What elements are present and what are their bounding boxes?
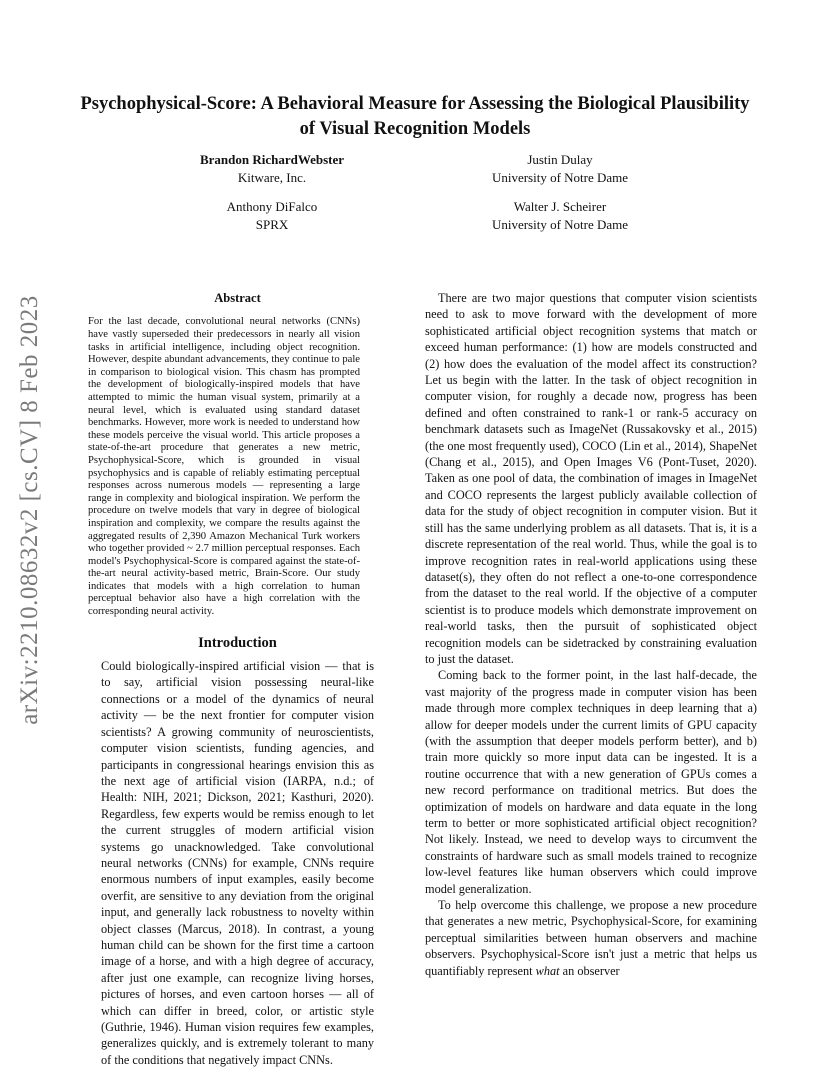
author-affiliation: University of Notre Dame [491, 217, 629, 232]
author-block-2 [440, 151, 680, 187]
introduction-heading: Introduction [198, 634, 277, 651]
abstract-text: For the last decade, convolutional neural networks (CNNs) have vastly superseded their predecessors in nearly all vision tasks in artificial intelligence, including object recognition. However, despite abundant advancements, they continue to pale in comparison to biological vision. This chasm has prompted the development of biologically-inspired models that have attempted to mimic the human visual system, primarily at a neural level, which is evaluated using standard dataset benchmarks. However, more work is needed to understand how these models perceive the visual world. This article proposes a state-of-the-art procedure that generates a new metric, Psychophysical-Score, which is grounded in visual psychophysics and is capable of reliably estimating perceptual responses across numerous models — representing a large range in complexity and biological inspiration. We perform the procedure on twelve models that vary in degree of biological inspiration and complexity, we compare the results against the aggregated results of 2,390 Amazon Mechanical Turk workers who together provided ~ 2.7 million perceptual responses. Each model's Psychophysical-Score is compared against the state-of-the-art neural activity-based metric, Brain-Score. Our study indicates that models with a high correlation to human perceptual behavior also have a high correlation with the corresponding neural activity. [88, 316, 360, 618]
intro-paragraph-4-end: an observer [559, 963, 620, 978]
author-affiliation: University of Notre Dame [491, 170, 629, 185]
author-block-1 [152, 151, 392, 187]
intro-paragraph-4-start: To help overcome this challenge, we propose a new procedure that generates a new metric, Psychophysical-Score, for examining perceptual similarities between human observers and machine observers. Psychophysical-Score isn't just a metric that helps us quantifiably represent [425, 898, 757, 978]
intro-paragraph-4 [425, 897, 757, 979]
author-name: Anthony DiFalco [226, 199, 318, 214]
author-name: Justin Dulay [527, 152, 593, 167]
arxiv-side-stamp [8, 290, 52, 730]
intro-paragraph-4-emphasis: what [535, 963, 560, 978]
author-block-3 [152, 198, 392, 234]
author-affiliation: Kitware, Inc. [237, 170, 307, 185]
intro-paragraph-1: Could biologically-inspired artificial vision — that is to say, artificial vision possessing neural-like connections or a model of the dynamics of neural activity — be the next frontier for computer vision scientists? A growing community of neuroscientists, computer vision scientists, funding agencies, and participants in congressional hearings envision this as the next age of artificial vision (IARPA, n.d.; of Health: NIH, 2021; Dickson, 2021; Kasthuri, 2020). Regardless, few experts would be remiss enough to let the current struggles of modern artificial vision systems go unacknowledged. Take convolutional neural networks (CNNs) for example, CNNs require enormous numbers of input examples, easily become overfit, are sensitive to any deviation from the original input, and generally lack robustness to novelty within object classes (Marcus, 2018). In contrast, a young human child can be shown for the first time a cartoon image of a horse, and with a high degree of accuracy, after just one example, can recognize living horses, pictures of horses, and even cartoon horses — all of which can differ in breed, color, or artistic style (Guthrie, 1946). Human vision requires few examples, generalizes quickly, and is extremely tolerant to many of the conditions that negatively impact CNNs. [101, 659, 374, 1067]
intro-paragraph-2: There are two major questions that computer vision scientists need to ask to move forward with the development of more sophisticated artificial object recognition systems that match or exceed human performance: (1) how are models constructed and (2) how does the evaluation of the model affect its construction? Let us begin with the latter. In the task of object recognition in computer vision, for roughly a decade now, progress has been defined and often constrained to rank-1 or rank-5 accuracy on benchmark datasets such as ImageNet (Russakovsky et al., 2015) (the one most frequently used), COCO (Lin et al., 2014), ShapeNet (Chang et al., 2015), and Open Images V6 (Pont-Tuset, 2020). Taken as one pool of data, the combination of images in ImageNet and COCO represents the largest publicly available collection of data for the study of object recognition in computer vision. But it still has the same underlying problem as all datasets. That is, it is a discrete representation of the real world. Thus, while the goal is to improve recognition rates in real-world applications using these dataset(s), they often do not reflect a one-to-one correspondence from the dataset to the real world. If the objective of a computer scientist is to produce models which demonstrate improvement on real-world tasks, then the pursuit of sophisticated object recognition models can be sidetracked by constraining evaluation to just the dataset. [425, 291, 757, 666]
intro-paragraph-3: Coming back to the former point, in the last half-decade, the vast majority of the progress made in computer vision has been made through more complex techniques in deep learning that a) allow for deeper models under the current limits of GPU capacity (with the assumption that deeper models perform better), and b) train more quickly so more input data can be ingested. It is a routine occurrence that with a new generation of GPUs comes a new record performance on traditional metrics. But does the optimization of models on hardware and data equate in the long term to better or more sophisticated artificial object recognition? Not likely. Instead, we need to develop ways to circumvent the constraints of hardware such as small models trained to recognize low-level features like human observers which could improve model generalization. [425, 668, 757, 896]
arxiv-identifier: arXiv:2210.08632v2 [cs.CV] 8 Feb 2023 [16, 295, 44, 725]
author-name: Brandon RichardWebster [199, 152, 345, 167]
paper-title: Psychophysical-Score: A Behavioral Measure for Assessing the Biological Plausibility of Visual Recognition Models [80, 94, 750, 139]
author-affiliation: SPRX [255, 217, 289, 232]
author-name: Walter J. Scheirer [513, 199, 607, 214]
abstract-heading: Abstract [214, 291, 261, 305]
author-block-4 [440, 198, 680, 234]
left-column [88, 290, 374, 1068]
right-column [425, 290, 757, 979]
